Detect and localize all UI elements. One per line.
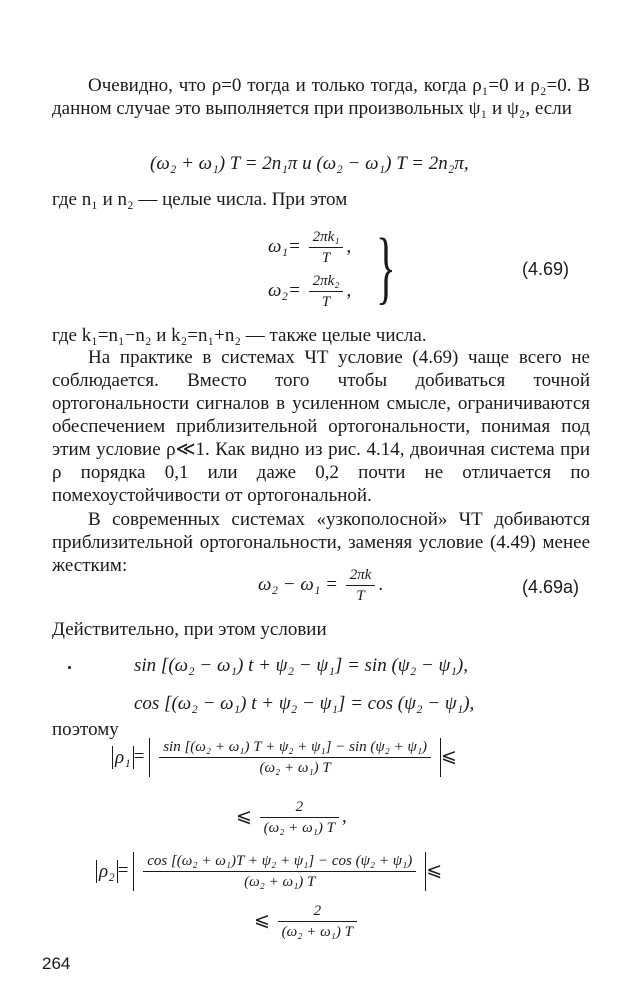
equation-condition: (ω₂ + ω₁) T = 2n₁π и (ω₂ − ω₁) T = 2n₂π,	[150, 153, 469, 174]
paragraph-7: поэтому	[52, 719, 119, 740]
paragraph-6: Действительно, при этом условии	[52, 619, 327, 640]
paragraph-3: где k₁=n₁−n₂ и k₂=n₁+n₂ — также целые числа.	[52, 325, 427, 346]
paragraph-5: В современных системах «узкополосной» ЧТ добиваются приблизительной ортогональности, заменяя условие (4.49) менее жестким:	[52, 509, 590, 576]
equation-rho2-bound: ⩽ $\frac{2}{\text{(ω₂ + ω₁) T}}$	[254, 902, 360, 941]
paragraph-2: где n₁ и n₂ — целые числа. При этом	[52, 189, 348, 210]
page-number: 264	[42, 954, 71, 973]
equation-omega1: ω₁= $\frac{\text{2πk₁}}{T}$ ,	[268, 229, 352, 266]
system-brace: }	[376, 221, 396, 312]
equation-rho1-bound: ⩽ $\frac{2}{\text{(ω₂ + ω₁) T}}$ ,	[236, 799, 347, 836]
equation-tag-4-69: (4.69)	[522, 259, 570, 279]
equation-rho1: ρ₁ = $\frac{\text{sin [(ω₂ + ω₁) T + ψ₂ + ψ₁] − sin (ψ₂ + ψ₁)}}{\text{(ω₂ + ω₁) T}}$ ⩽	[112, 738, 457, 777]
equation-4-69a: ω₂ − ω₁ = $\frac{2\pi k}{T}$ .	[258, 567, 384, 604]
equation-tag-4-69a: (4.69a)	[522, 577, 580, 597]
paragraph-4: На практике в системах ЧТ условие (4.69) чаще всего не соблюдается. Вместо того чтобы добиваться точной ортогональности сигналов в усиленном смысле, ограничиваются обеспечением приблизительной ортогональности, понимая под этим условие ρ≪1. Как видно из рис. 4.14, двоичная система при ρ порядка 0,1 или даже 0,2 почти не отличается по помехоустойчивости от ортогональной.	[52, 347, 590, 506]
equation-omega2: ω₂= $\frac{\text{2πk₂}}{T}$ ,	[268, 273, 352, 310]
equation-rho2: ρ₂ = $\frac{\text{cos [(ω₂ + ω₁)T + ψ₂ + ψ₁] − cos (ψ₂ + ψ₁)}}{\text{(ω₂ + ω₁) T}}$ ⩽	[96, 852, 442, 891]
equation-sin: sin [(ω₂ − ω₁) t + ψ₂ − ψ₁] = sin (ψ₂ − ψ₁),	[134, 655, 468, 676]
equation-cos: cos [(ω₂ − ω₁) t + ψ₂ − ψ₁] = cos (ψ₂ − ψ₁),	[134, 693, 475, 714]
ink-speck	[68, 666, 71, 669]
paragraph-1: Очевидно, что ρ=0 тогда и только тогда, когда ρ₁=0 и ρ₂=0. В данном случае это выполняется при произвольных ψ₁ и ψ₂, если	[52, 75, 590, 119]
